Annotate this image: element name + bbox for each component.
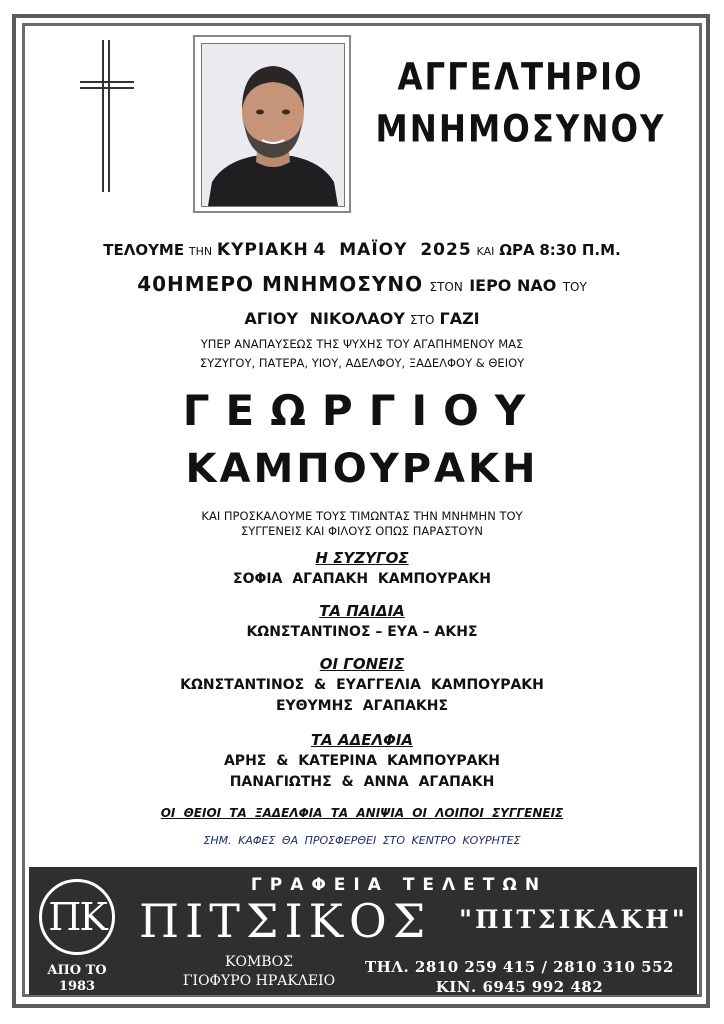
date-line bbox=[40, 240, 684, 260]
children-names: ΚΩΝΣΤΑΝΤΙΝΟΣ – ΕΥΑ – ΑΚΗΣ bbox=[246, 624, 478, 640]
siblings-names-1: ΑΡΗΣ & ΚΑΤΕΡΙΝΑ ΚΑΜΠΟΥΡΑΚΗ bbox=[223, 753, 501, 769]
church-line bbox=[40, 309, 684, 328]
portrait-frame bbox=[193, 35, 351, 213]
event-line bbox=[40, 272, 684, 296]
funeral-home-logo: ΠΚ bbox=[39, 879, 115, 955]
portrait-photo bbox=[201, 43, 345, 207]
parents-heading: ΟΙ ΓΟΝΕΙΣ bbox=[319, 655, 405, 673]
event-time: 8:30 Π.Μ. bbox=[539, 241, 621, 259]
word-teloume: ΤΕΛΟΥΜΕ bbox=[103, 241, 185, 259]
church-area: ΓΑΖΙ bbox=[439, 309, 480, 328]
word-sto: ΣΤΟ bbox=[410, 313, 435, 327]
parents-names-1: ΚΩΝΣΤΑΝΤΙΝΟΣ & ΕΥΑΓΓΕΛΙΑ ΚΑΜΠΟΥΡΑΚΗ bbox=[180, 677, 544, 693]
funeral-home-phones bbox=[347, 957, 692, 997]
soul-line-2: ΣΥΖΥΓΟΥ, ΠΑΤΕΡΑ, ΥΙΟΥ, ΑΔΕΛΦΟΥ, ΞΑΔΕΛΦΟΥ & ΘΕΙΟΥ bbox=[199, 356, 525, 370]
other-relatives: ΟΙ ΘΕΙΟΙ ΤΑ ΞΑΔΕΛΦΙΑ ΤΑ ΑΝΙΨΙΑ ΟΙ ΛΟΙΠΟΙ ΣΥΓΓΕΝΕΙΣ bbox=[160, 806, 564, 820]
event-date: 4 ΜΑΪΟΥ 2025 bbox=[313, 240, 472, 260]
siblings-names-2: ΠΑΝΑΓΙΩΤΗΣ & ΑΝΝΑ ΑΓΑΠΑΚΗ bbox=[229, 774, 495, 790]
funeral-home-footer bbox=[29, 867, 697, 995]
parents-names-2: ΕΥΘΥΜΗΣ ΑΓΑΠΑΚΗΣ bbox=[275, 698, 449, 714]
phone-numbers: ΤΗΛ. 2810 259 415 / 2810 310 552 bbox=[365, 958, 674, 976]
spouse-heading: Η ΣΥΖΥΓΟΣ bbox=[315, 549, 409, 567]
deceased-first-name: ΓΕΩΡΓΙΟΥ bbox=[182, 386, 542, 435]
announcement-title bbox=[368, 52, 673, 156]
mobile-number: ΚΙΝ. 6945 992 482 bbox=[435, 978, 604, 996]
since-year: 1983 bbox=[58, 979, 96, 994]
coffee-note: ΣΗΜ. ΚΑΦΕΣ ΘΑ ΠΡΟΣΦΕΡΘΕΙ ΣΤΟ ΚΕΝΤΡΟ ΚΟΥΡΗΤΕΣ bbox=[203, 834, 521, 847]
word-kai: ΚΑΙ bbox=[476, 245, 495, 258]
word-tin: ΤΗΝ bbox=[188, 245, 213, 258]
church-name: ΑΓΙΟΥ ΝΙΚΟΛΑΟΥ bbox=[244, 309, 405, 328]
since-text: ΑΠΟ ΤΟ bbox=[47, 963, 107, 978]
funeral-home-name: ΠΙΤΣΙΚΟΣ bbox=[139, 894, 432, 948]
since-label bbox=[35, 963, 119, 995]
event-type: 40ΗΜΕΡΟ ΜΝΗΜΟΣΥΝΟ bbox=[137, 272, 424, 296]
funeral-home-address bbox=[179, 953, 339, 991]
funeral-home-title: ΓΡΑΦΕΙΑ ΤΕΛΕΤΩΝ bbox=[250, 875, 548, 895]
cross-icon bbox=[78, 38, 136, 194]
word-ora: ΩΡΑ bbox=[499, 241, 535, 259]
title-line-2: ΜΝΗΜΟΣΥΝΟΥ bbox=[375, 107, 666, 151]
siblings-heading: ΤΑ ΑΔΕΛΦΙΑ bbox=[310, 731, 414, 749]
invite-line-2: ΣΥΓΓΕΝΕΙΣ ΚΑΙ ΦΙΛΟΥΣ ΟΠΩΣ ΠΑΡΑΣΤΟΥΝ bbox=[240, 524, 483, 538]
event-place: ΙΕΡΟ ΝΑΟ bbox=[469, 276, 557, 295]
invite-line-1: ΚΑΙ ΠΡΟΣΚΑΛΟΥΜΕ ΤΟΥΣ ΤΙΜΩΝΤΑΣ ΤΗΝ ΜΝΗΜΗΝ ΤΟΥ bbox=[201, 509, 523, 523]
soul-line-1: ΥΠΕΡ ΑΝΑΠΑΥΣΕΩΣ ΤΗΣ ΨΥΧΗΣ ΤΟΥ ΑΓΑΠΗΜΕΝΟΥ ΜΑΣ bbox=[200, 337, 524, 351]
word-ston: ΣΤΟΝ bbox=[429, 280, 463, 294]
title-line-1: ΑΓΓΕΛΤΗΡΙΟ bbox=[397, 55, 644, 99]
word-tou: ΤΟΥ bbox=[562, 280, 587, 294]
address-line-1: ΚΟΜΒΟΣ bbox=[225, 954, 293, 970]
funeral-home-nickname: "ΠΙΤΣΙΚΑΚΗ" bbox=[459, 905, 688, 934]
event-day: ΚΥΡΙΑΚΗ bbox=[216, 240, 309, 260]
address-line-2: ΓΙΟΦΥΡΟ ΗΡΑΚΛΕΙΟ bbox=[182, 973, 336, 989]
children-heading: ΤΑ ΠΑΙΔΙΑ bbox=[319, 602, 405, 620]
deceased-last-name: ΚΑΜΠΟΥΡΑΚΗ bbox=[185, 446, 539, 492]
spouse-name: ΣΟΦΙΑ ΑΓΑΠΑΚΗ ΚΑΜΠΟΥΡΑΚΗ bbox=[233, 571, 491, 587]
